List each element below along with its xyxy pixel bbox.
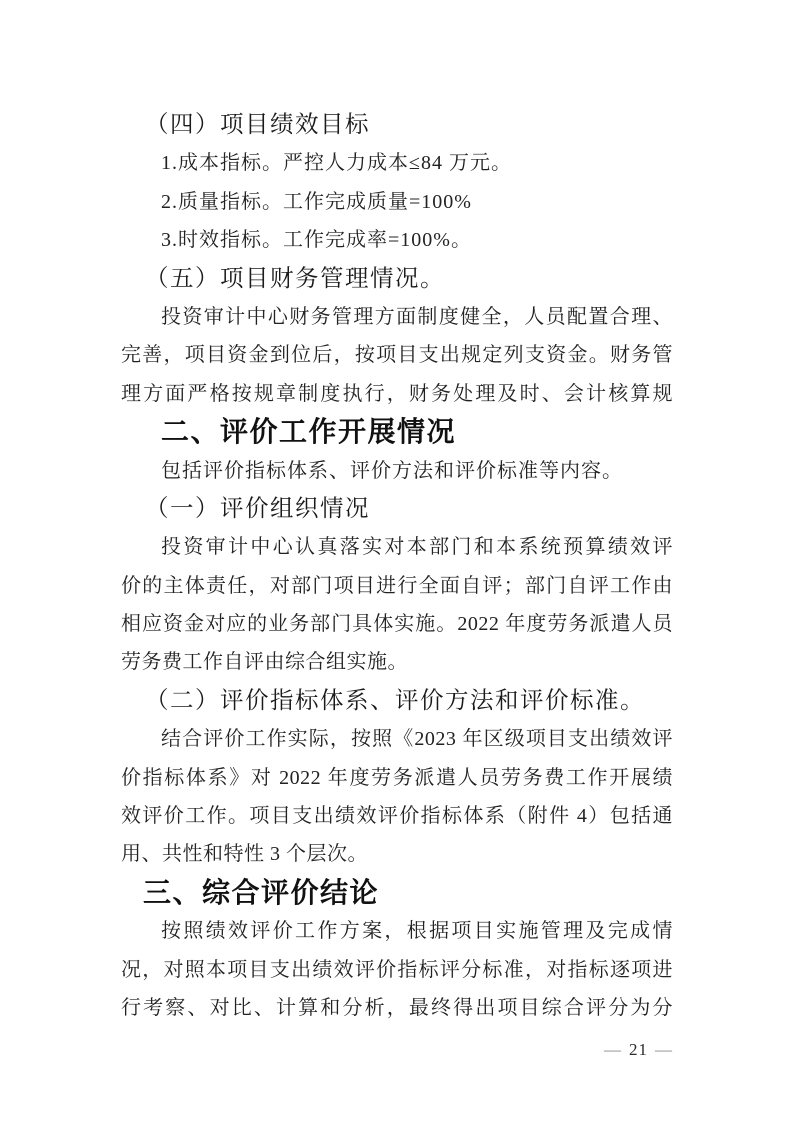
- page-number-value: 21: [629, 1040, 648, 1059]
- doc-line: 价的主体责任，对部门项目进行全面自评；部门自评工作由: [121, 574, 673, 597]
- doc-line: 理方面严格按规章制度执行，财务处理及时、会计核算规: [121, 382, 673, 405]
- page-number-dash-right: —: [655, 1040, 673, 1059]
- doc-line: 3.时效指标。工作完成率=100%。: [161, 229, 472, 252]
- doc-line: 按照绩效评价工作方案，根据项目实施管理及完成情: [161, 920, 673, 943]
- doc-line: 劳务费工作自评由综合组实施。: [121, 651, 408, 674]
- document-body: [121, 0, 673, 1027]
- doc-line: 用、共性和特性 3 个层次。: [121, 843, 368, 866]
- doc-line: 二、评价工作开展情况: [161, 416, 457, 448]
- page-number-dash-left: —: [604, 1040, 622, 1059]
- doc-line: （四）项目绩效目标: [145, 112, 370, 138]
- doc-line: 效评价工作。项目支出绩效评价指标体系（附件 4）包括通: [121, 805, 673, 828]
- doc-line: 2.质量指标。工作完成质量=100%: [161, 190, 472, 213]
- doc-line: 包括评价指标体系、评价方法和评价标准等内容。: [161, 459, 623, 482]
- doc-line: 1.成本指标。严控人力成本≤84 万元。: [161, 152, 512, 175]
- doc-line: 价指标体系》对 2022 年度劳务派遣人员劳务费工作开展绩: [121, 766, 673, 789]
- doc-line: 结合评价工作实际，按照《2023 年区级项目支出绩效评: [161, 728, 673, 751]
- doc-line: 行考察、对比、计算和分析，最终得出项目综合评分为分: [121, 996, 673, 1019]
- doc-line: 况，对照本项目支出绩效评价指标评分标准，对指标逐项进: [121, 958, 673, 981]
- doc-line: 完善，项目资金到位后，按项目支出规定列支资金。财务管: [121, 344, 673, 367]
- doc-line: 相应资金对应的业务部门具体实施。2022 年度劳务派遣人员: [121, 613, 673, 636]
- doc-line: （二）评价指标体系、评价方法和评价标准。: [145, 687, 645, 714]
- doc-line: 投资审计中心认真落实对本部门和本系统预算绩效评: [161, 536, 673, 559]
- doc-line: 投资审计中心财务管理方面制度健全，人员配置合理、: [161, 305, 673, 328]
- page-number: [604, 1038, 673, 1062]
- doc-line: 三、综合评价结论: [143, 876, 380, 908]
- doc-line: （一）评价组织情况: [145, 495, 370, 522]
- doc-line: （五）项目财务管理情况。: [145, 265, 445, 292]
